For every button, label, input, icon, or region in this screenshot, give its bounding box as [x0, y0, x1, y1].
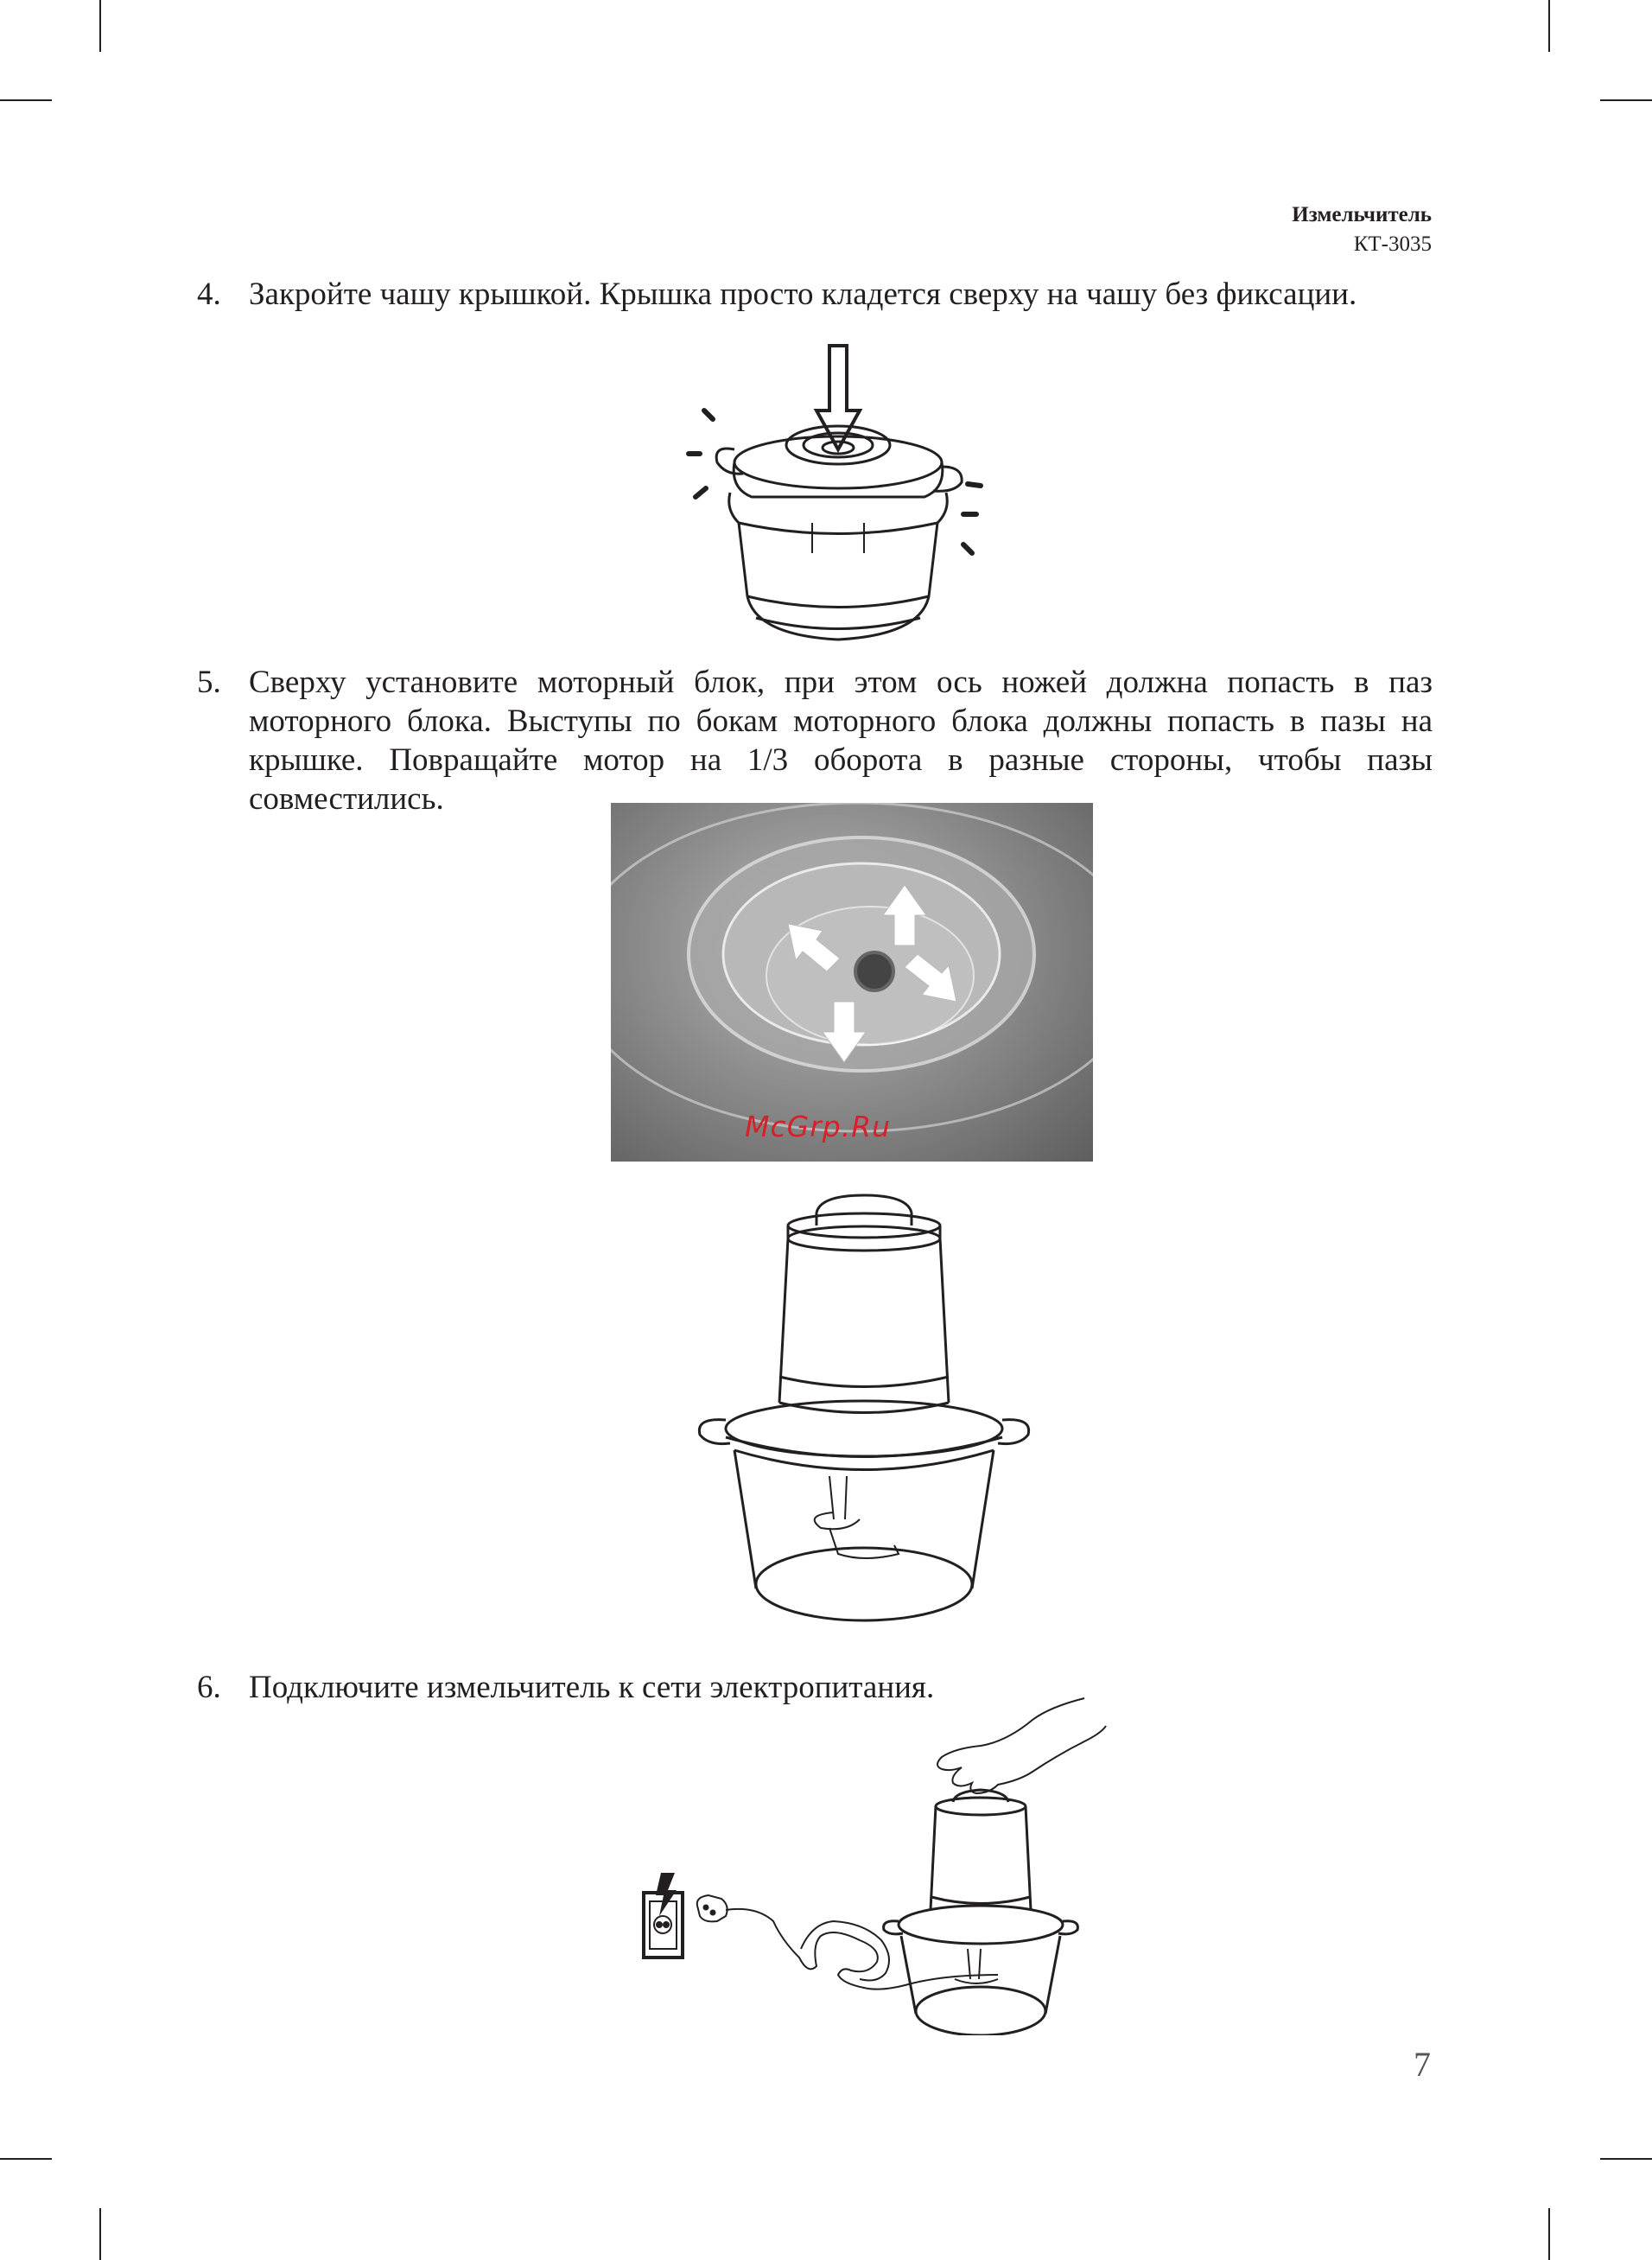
product-name: Измельчитель — [1292, 203, 1432, 226]
crop-mark — [0, 99, 52, 101]
crop-mark — [1548, 2208, 1550, 2260]
lid-rotation-photo — [611, 803, 1093, 1162]
crop-mark — [0, 2158, 52, 2160]
plug-in-socket-icon — [635, 1690, 1128, 2035]
bowl-with-lid-icon — [678, 337, 998, 661]
step-number: 6. — [197, 1670, 221, 1705]
step-number: 5. — [197, 665, 221, 700]
crop-mark — [99, 2208, 101, 2260]
crop-mark — [99, 0, 101, 52]
assembled-chopper-icon — [691, 1191, 1037, 1640]
step-text: Закройте чашу крышкой. Крышка просто кладется сверху на чашу без фиксации. — [249, 277, 1357, 312]
step-number: 4. — [197, 277, 221, 312]
step-4 — [197, 275, 1433, 314]
crop-mark — [1600, 99, 1652, 101]
step-text: Подключите измельчитель к сети электропитания. — [249, 1670, 935, 1705]
page-number: 7 — [1414, 2045, 1431, 2084]
model-number: КТ-3035 — [1353, 232, 1432, 256]
step-5 — [197, 663, 1433, 818]
crop-mark — [1600, 2158, 1652, 2160]
watermark: McGrp.Ru — [745, 1110, 892, 1143]
lid-photo-drawing — [611, 803, 1093, 1162]
page-header — [1292, 201, 1432, 259]
step-text: Сверху установите моторный блок, при этом ось ножей должна попасть в паз моторного блока. Выступы по бокам моторного блока должны попасть в пазы на крышке. Повращайте мотор на 1/3 оборота в разные стороны, чтобы пазы совместились. — [249, 665, 1433, 817]
crop-mark — [1548, 0, 1550, 52]
